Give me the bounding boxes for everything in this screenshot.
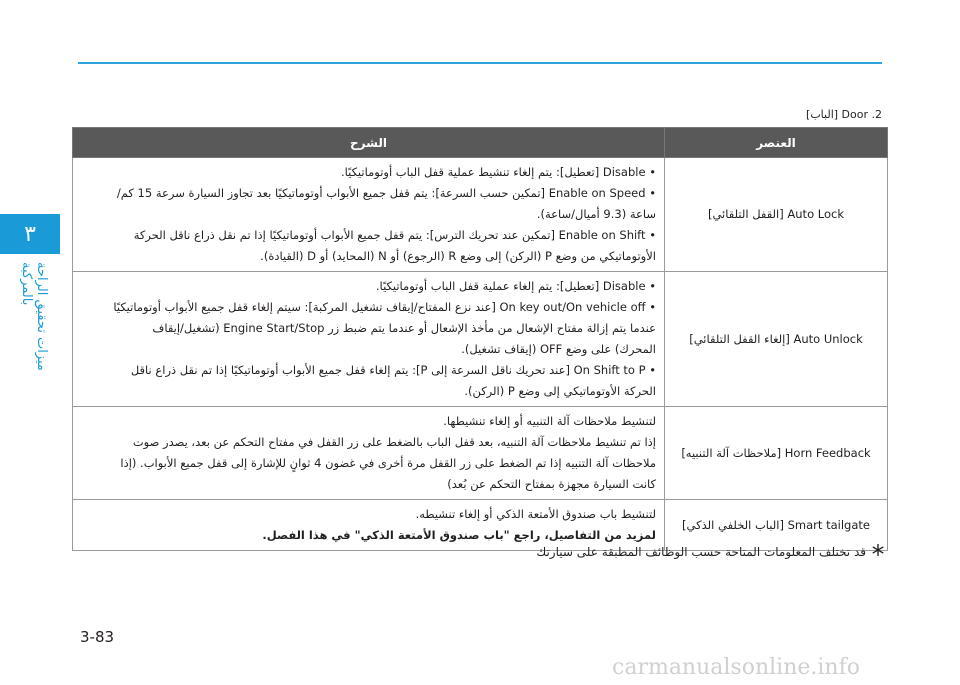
condition-line: ساعة (9.3 أميال/ساعة). <box>536 207 656 221</box>
table-row <box>73 272 888 407</box>
condition-line: إذا تم تنشيط ملاحظات آلة التنبيه، بعد قفل الباب بالضغط على زر القفل في مفتاح التحكم عن بعد، يصدر صوت <box>132 435 656 449</box>
page-number: 3-83 <box>80 628 115 646</box>
condition-line: • Disable [تعطيل]: يتم إلغاء تنشيط عملية قفل الباب أوتوماتيكيًا. <box>340 165 656 179</box>
feature-cell: Auto Unlock [إلغاء القفل التلقائي] <box>665 272 888 407</box>
table-header-row <box>73 128 888 158</box>
table-row <box>73 500 888 551</box>
condition-line: • On key out/On vehicle off [عند نزع المفتاح/إيقاف تشغيل المركبة]: سيتم إلغاء قفل جميع الأبواب أوتوماتيكيًا <box>113 300 656 314</box>
condition-cell <box>73 407 665 500</box>
condition-line: • On Shift to P [عند تحريك ناقل السرعة إلى P]: يتم إلغاء قفل جميع الأبواب أوتوماتيكيًا إذا تم نقل ذراع ناقل <box>130 363 656 377</box>
footnote <box>536 544 884 559</box>
watermark: carmanualsonline.info <box>612 655 860 680</box>
condition-line: الأوتوماتيكي من وضع P (الركن) إلى وضع R (الرجوع) أو N (المحايد) أو D (القيادة). <box>260 249 656 263</box>
header-rule <box>78 62 882 64</box>
chapter-title: ميزات تحقيق الراحة بالمركبة <box>19 262 49 371</box>
condition-line: • Disable [تعطيل]: يتم إلغاء عملية قفل الباب أوتوماتيكيًا. <box>375 279 656 293</box>
feature-cell: Smart tailgate [الباب الخلفي الذكي] <box>665 500 888 551</box>
feature-cell: Auto Lock [القفل التلقائي] <box>665 158 888 272</box>
chapter-tab: ٣ <box>0 214 60 254</box>
condition-line: لتنشيط باب صندوق الأمتعة الذكي أو إلغاء تنشيطه. <box>415 507 656 521</box>
condition-cell <box>73 500 665 551</box>
section-title: Door .2 [الباب] <box>806 108 882 121</box>
feature-cell: Horn Feedback [ملاحظات آلة التنبيه] <box>665 407 888 500</box>
condition-cell <box>73 272 665 407</box>
condition-line: الحركة الأوتوماتيكي إلى وضع P (الركن). <box>464 384 656 398</box>
condition-cell <box>73 158 665 272</box>
footnote-text: قد تختلف المعلومات المتاحة حسب الوظائف المطبقة على سيارتك <box>536 544 866 559</box>
condition-line: المحرك) على وضع OFF (إيقاف تشغيل). <box>461 342 656 356</box>
condition-line: ملاحظات آلة التنبيه إذا تم الضغط على زر القفل مرة أخرى في غضون 4 ثوانٍ للإشارة إلى قفل جميع الأبواب. (إذا <box>120 456 656 470</box>
header-feature: العنصر <box>665 128 888 158</box>
condition-line: • Enable on Speed [تمكين حسب السرعة]: يتم قفل جميع الأبواب أوتوماتيكيًا بعد تجاوز السيارة سرعة 15 كم/ <box>116 186 656 200</box>
condition-line: لتنشيط ملاحظات آلة التنبيه أو إلغاء تنشيطها. <box>443 414 656 428</box>
condition-line: عندما يتم إزالة مفتاح الإشعال من مأخذ الإشعال أو عندما يتم ضبط زر Engine Start/Stop (تشغيل/إيقاف <box>152 321 656 335</box>
condition-line: • Enable on Shift [تمكين عند تحريك الترس]: يتم قفل جميع الأبواب أوتوماتيكيًا إذا تم نقل ذراع ناقل الحركة <box>133 228 656 242</box>
table-row <box>73 158 888 272</box>
header-condition: الشرح <box>73 128 665 158</box>
settings-table <box>72 127 888 551</box>
reference-note: لمزيد من التفاصيل، راجع "باب صندوق الأمتعة الذكي" في هذا الفصل. <box>262 528 656 542</box>
table-row <box>73 407 888 500</box>
snowflake-icon <box>872 544 884 559</box>
condition-line: كانت السيارة مجهزة بمفتاح التحكم عن بُعد) <box>447 477 656 491</box>
